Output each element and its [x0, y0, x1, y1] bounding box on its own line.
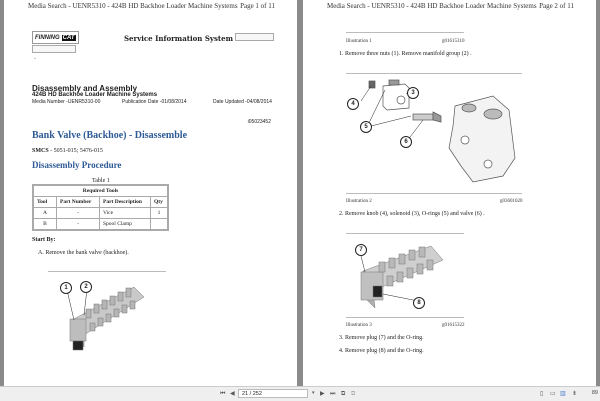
solenoid-valve-illustration [343, 76, 533, 191]
callout-6: 6 [400, 136, 412, 148]
cat-badge: CAT [62, 34, 75, 41]
illustration-rule [346, 32, 464, 33]
smcs-code [32, 148, 103, 154]
logo-text: FINNING [35, 34, 60, 41]
step-a: A. Remove the bank valve (backhoe). [38, 250, 129, 256]
required-tools-table [32, 184, 169, 231]
paste-icon[interactable]: ⧉ [351, 390, 356, 397]
cell [151, 219, 169, 231]
step-2: 2. Remove knob (4), solenoid (3), O-rings (5) and valve (6) . [339, 211, 485, 217]
illustration-label: Illustration 3 [346, 323, 372, 328]
callout-3: 3 [407, 87, 419, 99]
sis-title: Service Information System [124, 34, 233, 43]
col-header: Part Description [100, 197, 151, 208]
smcs-value: - 5051-015; 5476-015 [48, 148, 103, 154]
illustration-id: g01615310 [442, 39, 465, 44]
col-header: Qty [151, 197, 169, 208]
finning-logo [32, 31, 79, 44]
media-number: Media Number -UENR5310-00 [32, 99, 101, 105]
cell: Spool Clamp [100, 219, 151, 231]
illustration-rule [48, 271, 166, 272]
illustration-label: Illustration 2 [346, 199, 372, 204]
callout-8: 8 [413, 297, 425, 309]
scroll-view-icon[interactable]: ⇟ [572, 390, 578, 397]
pdf-page-1 [4, 0, 297, 386]
page-header-title: Media Search - UENR5310 - 424B HD Backhoe Loader Machine Systems [327, 2, 537, 10]
page-number-label: Page 2 of 11 [539, 2, 574, 10]
procedure-heading: Disassembly Procedure [32, 160, 122, 170]
smcs-label: SMCS [32, 148, 49, 154]
prev-page-button[interactable]: ◀ [230, 390, 235, 397]
page-number-label: Page 1 of 11 [240, 2, 275, 10]
page-number-input[interactable]: 21 / 252 [238, 389, 308, 398]
publication-date: Publication Date -01/08/2014 [122, 99, 187, 105]
table-row [33, 219, 168, 231]
single-page-view-icon[interactable]: ▯ [540, 390, 544, 397]
first-page-button[interactable]: ⏮ [220, 390, 226, 397]
illustration-rule [346, 73, 522, 74]
illustration-id: g03601020 [500, 199, 523, 204]
col-header: Part Number [57, 197, 100, 208]
table-row [33, 208, 168, 219]
illustration-rule [346, 193, 522, 194]
callout-5: 5 [360, 121, 372, 133]
col-header: Tool [33, 197, 57, 208]
doc-title: Disassembly and Assembly [32, 84, 138, 93]
step-1: 1. Remove three nuts (1). Remove manifold group (2) . [339, 51, 472, 57]
cell: - [57, 219, 100, 231]
callout-7: 7 [355, 244, 367, 256]
bullet-icon: ◦ [34, 57, 36, 62]
sis-select[interactable] [235, 33, 274, 41]
cell: A [33, 208, 57, 219]
illustration-rule [346, 233, 464, 234]
next-page-button[interactable]: ▶ [320, 390, 325, 397]
copy-icon[interactable]: ⧉ [341, 390, 346, 397]
illustration-label: Illustration 1 [346, 39, 372, 44]
callout-1: 1 [60, 282, 72, 294]
start-by-label: Start By: [32, 237, 56, 243]
callout-2: 2 [80, 281, 92, 293]
cell: B [33, 219, 57, 231]
language-select[interactable] [32, 45, 76, 53]
page-dropdown-icon[interactable]: ▾ [312, 390, 315, 396]
cell: Vice [100, 208, 151, 219]
table-title: Required Tools [33, 185, 168, 197]
last-page-button[interactable]: ⏭ [330, 390, 336, 397]
page-heading: Bank Valve (Backhoe) - Disassemble [32, 130, 188, 141]
table-caption: Table 1 [92, 178, 110, 184]
two-page-view-icon[interactable]: ▥ [560, 390, 566, 397]
date-updated: Date Updated -04/08/2014 [213, 99, 272, 105]
pdf-page-2 [303, 0, 596, 386]
illustration-rule [346, 317, 464, 318]
viewer-toolbar [0, 386, 600, 401]
cell: 1 [151, 208, 169, 219]
doc-id: i05023452 [247, 119, 271, 125]
continuous-view-icon[interactable]: ▭ [550, 390, 556, 397]
step-4: 4. Remove plug (8) and the O-ring. [339, 348, 424, 354]
doc-subtitle: 424B HD Backhoe Loader Machine Systems [32, 92, 158, 98]
step-3: 3. Remove plug (7) and the O-ring. [339, 335, 424, 341]
page-header-title: Media Search - UENR5310 - 424B HD Backhoe Loader Machine Systems [28, 2, 238, 10]
cell: - [57, 208, 100, 219]
illustration-id: g01615322 [442, 323, 465, 328]
zoom-level[interactable]: 89 [591, 390, 598, 396]
callout-4: 4 [347, 98, 359, 110]
